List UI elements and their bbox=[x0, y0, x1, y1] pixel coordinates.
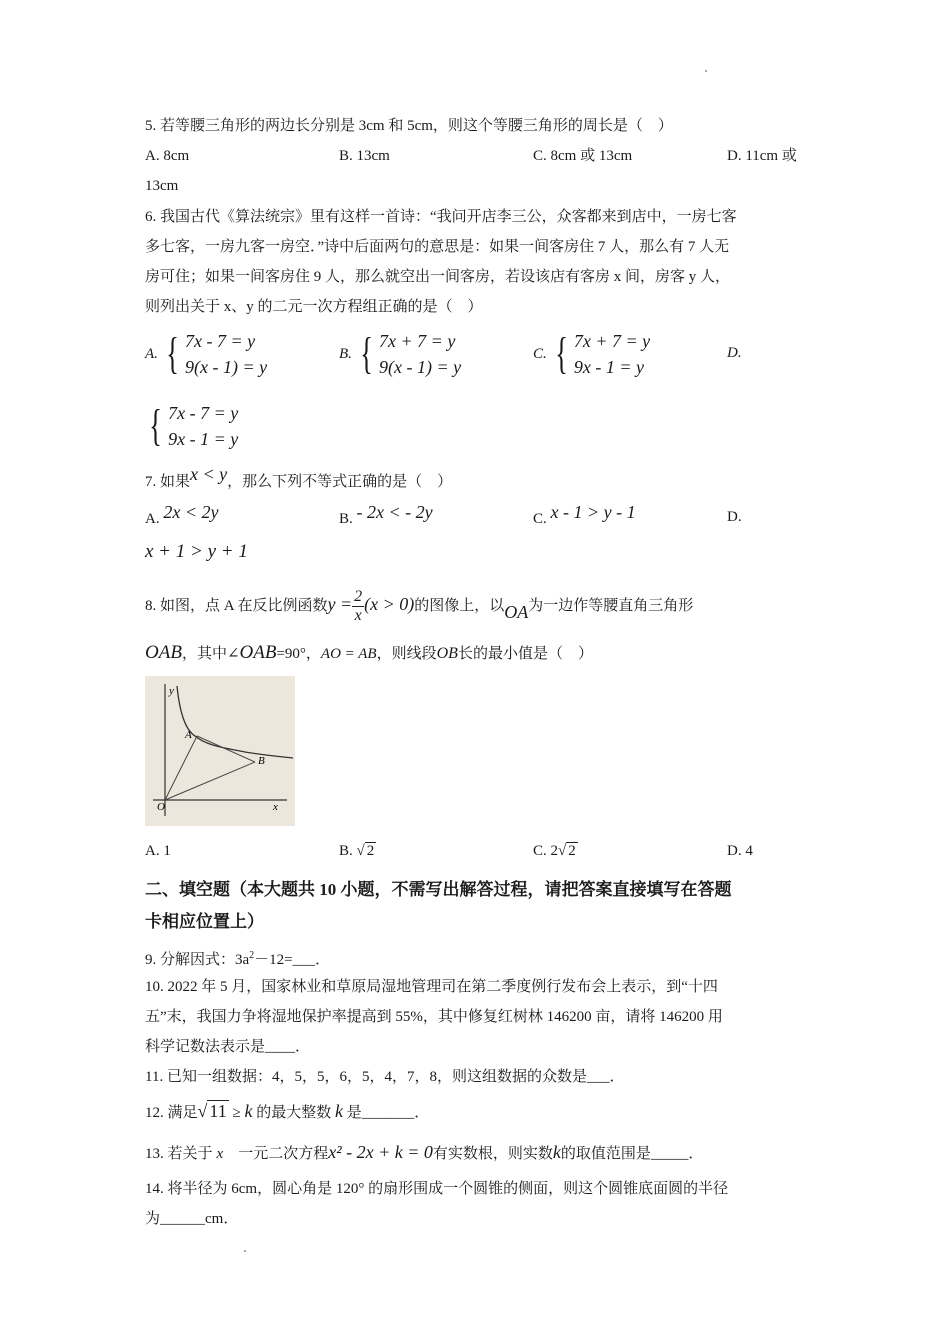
q6-option-b bbox=[339, 328, 461, 380]
q7-b-label: B. bbox=[339, 511, 353, 527]
q12-k: k bbox=[244, 1101, 253, 1121]
q8-y-eq: y = bbox=[327, 594, 353, 614]
sqrt-icon: √ bbox=[558, 843, 567, 859]
brace-icon: { bbox=[149, 401, 162, 450]
q7-d-expr: x + 1 > y + 1 bbox=[145, 541, 248, 562]
q6-line2: 多七客，一房九客一房空．”诗中后面两句的意思是：如果一间客房住 7 人，那么有 7 人无 bbox=[145, 239, 730, 255]
q10-line3: 科学记数法表示是____． bbox=[145, 1039, 311, 1055]
sqrt-icon: √ bbox=[197, 1101, 208, 1121]
brace-icon: { bbox=[166, 329, 179, 378]
q13-pre: 13. 若关于 bbox=[145, 1146, 213, 1162]
q6-option-c bbox=[533, 328, 650, 380]
q9-post: －12=___． bbox=[254, 952, 331, 968]
q8-post: 为一边作等腰直角三角形 bbox=[528, 598, 694, 614]
segment-oa bbox=[165, 736, 197, 800]
q7-a-label: A. bbox=[145, 511, 160, 527]
q5-option-d-cont: 13cm bbox=[145, 178, 179, 194]
q7-stem-post: ，那么下列不等式正确的是（ ） bbox=[227, 474, 453, 490]
q13 bbox=[145, 1137, 703, 1169]
q9-sup: 2 bbox=[249, 950, 255, 961]
q8-oab: OAB bbox=[145, 642, 182, 663]
q14-line2: 为______cm． bbox=[145, 1211, 239, 1227]
q6-c-eq1: 7x + 7 = y bbox=[573, 331, 651, 351]
q9-pre: 9. 分解因式：3a bbox=[145, 952, 250, 968]
q13-eq: x² - 2x + k = 0 bbox=[328, 1142, 433, 1162]
q10-line2: 五”末，我国力争将湿地保护率提高到 55%，其中修复红树林 146200 亩，请将 146200 用 bbox=[145, 1009, 723, 1025]
sqrt-icon: √ bbox=[356, 843, 365, 859]
q6-c-eq2: 9x - 1 = y bbox=[573, 357, 645, 377]
q6-d-eq1: 7x - 7 = y bbox=[168, 403, 239, 423]
fig-label-o: O bbox=[157, 801, 165, 813]
q8-ao-ab: AO = AB bbox=[320, 646, 377, 662]
q13-mid: 一元二次方程 bbox=[223, 1146, 329, 1162]
q5-stem: 5. 若等腰三角形的两边长分别是 3cm 和 5cm，则这个等腰三角形的周长是（ ） bbox=[145, 118, 673, 134]
q8-figure bbox=[145, 676, 295, 826]
q7-stem bbox=[145, 465, 452, 497]
q6-c-label: C. bbox=[533, 345, 547, 362]
q10-line1: 10. 2022 年 5 月，国家林业和草原局湿地管理司在第二季度例行发布会上表示，到“十四 bbox=[145, 979, 718, 995]
q7-option-a bbox=[145, 502, 218, 534]
q5-option-c: C. 8cm 或 13cm bbox=[533, 148, 633, 164]
q6-d-eq2: 9x - 1 = y bbox=[168, 429, 239, 449]
q6-line1: 6. 我国古代《算法统宗》里有这样一首诗：“我问开店李三公，众客都来到店中，一房七客 bbox=[145, 209, 737, 225]
q8-pre: 8. 如图，点 A 在反比例函数 bbox=[145, 598, 328, 614]
q8-b-radicand: 2 bbox=[366, 843, 375, 859]
q12 bbox=[145, 1096, 429, 1128]
q8-stem-line2 bbox=[145, 638, 593, 669]
q11: 11. 已知一组数据：4，5，5，6，5，4，7，8，则这组数据的众数是___． bbox=[145, 1069, 625, 1085]
q6-a-label: A. bbox=[145, 345, 158, 362]
q6-line3: 房可住；如果一间客房住 9 人，那么就空出一间客房，若设该店有客房 x 间，房客 y 人， bbox=[145, 269, 731, 285]
q6-option-a bbox=[145, 328, 267, 380]
q6-d-label: D. bbox=[727, 345, 742, 361]
q7-option-c bbox=[533, 502, 636, 534]
brace-icon: { bbox=[360, 329, 373, 378]
q8-ob: OB bbox=[436, 645, 458, 662]
q7-stem-math: x < y bbox=[190, 464, 228, 484]
q12-post1: 的最大整数 bbox=[252, 1105, 335, 1121]
q8-angle: OAB bbox=[239, 642, 277, 663]
q13-post: 有实数根，则实数 bbox=[432, 1146, 553, 1162]
q8-option-c bbox=[533, 836, 578, 866]
q13-x: x bbox=[216, 1146, 224, 1162]
scan-dot-bottom bbox=[244, 1250, 246, 1252]
q6-a-eq1: 7x - 7 = y bbox=[185, 331, 256, 351]
q8-option-d: D. 4 bbox=[727, 843, 753, 859]
q8-l2-a: ，其中∠ bbox=[181, 646, 240, 662]
q8-l2-b: =90°， bbox=[276, 646, 321, 662]
brace-icon: { bbox=[554, 329, 568, 378]
q8-mid: 的图像上，以 bbox=[414, 598, 505, 614]
q13-k: k bbox=[552, 1142, 561, 1162]
q8-c-label: C. 2 bbox=[533, 843, 559, 859]
segment-ob bbox=[165, 762, 255, 800]
q9 bbox=[145, 941, 330, 975]
q8-oa: OA bbox=[504, 602, 529, 622]
q12-radicand: 11 bbox=[209, 1101, 227, 1121]
q8-l2-d: 长的最小值是（ ） bbox=[457, 646, 593, 662]
q6-a-eq2: 9(x - 1) = y bbox=[185, 357, 268, 377]
q8-stem-line1 bbox=[145, 576, 693, 634]
hyperbola-curve bbox=[177, 686, 293, 758]
q7-a-expr: 2x < 2y bbox=[163, 502, 219, 522]
q7-c-expr: x - 1 > y - 1 bbox=[550, 502, 636, 522]
q7-option-b bbox=[339, 502, 433, 534]
q8-c-radicand: 2 bbox=[568, 843, 576, 859]
segment-ab bbox=[197, 736, 255, 762]
q7-stem-pre: 7. 如果 bbox=[145, 474, 191, 490]
q7-d-label: D. bbox=[727, 509, 742, 525]
q12-mid: ≥ bbox=[228, 1105, 245, 1121]
q8-cond: (x > 0) bbox=[364, 594, 415, 614]
q12-k2: k bbox=[335, 1101, 343, 1121]
q8-b-sqrt bbox=[357, 836, 377, 866]
fig-label-b: B bbox=[258, 755, 265, 767]
q6-b-eq2: 9(x - 1) = y bbox=[379, 357, 462, 377]
q5-option-b: B. 13cm bbox=[339, 148, 390, 164]
q6-b-label: B. bbox=[339, 345, 352, 362]
fig-label-a: A bbox=[185, 729, 192, 741]
q8-frac-den: x bbox=[354, 607, 362, 625]
q6-b-eq1: 7x + 7 = y bbox=[379, 331, 456, 351]
q6-option-d bbox=[145, 400, 238, 452]
fig-label-y: y bbox=[169, 685, 174, 697]
q8-option-b bbox=[339, 836, 376, 866]
q8-l2-c: ，则线段 bbox=[376, 646, 437, 662]
scan-dot-top bbox=[705, 70, 707, 72]
q5-option-a: A. 8cm bbox=[145, 148, 190, 164]
q8-c-sqrt bbox=[558, 836, 578, 866]
q8-graph bbox=[145, 676, 295, 826]
q5-option-d: D. 11cm 或 bbox=[727, 148, 797, 164]
q12-pre: 12. 满足 bbox=[145, 1105, 198, 1121]
q7-b-expr: - 2x < - 2y bbox=[356, 502, 433, 522]
q8-b-label: B. bbox=[339, 843, 353, 859]
q6-line4: 则列出关于 x、y 的二元一次方程组正确的是（ ） bbox=[145, 299, 483, 315]
q12-sqrt bbox=[198, 1096, 229, 1126]
q8-fraction bbox=[352, 588, 364, 625]
section2-heading-line2: 卡相应位置上） bbox=[145, 912, 264, 931]
q14-line1: 14. 将半径为 6cm，圆心角是 120° 的扇形围成一个圆锥的侧面，则这个圆锥底面圆的半径 bbox=[145, 1181, 729, 1197]
q8-frac-num: 2 bbox=[354, 588, 363, 606]
q13-post2: 的取值范围是_____． bbox=[560, 1146, 704, 1162]
fig-label-x: x bbox=[273, 801, 278, 813]
q8-option-a: A. 1 bbox=[145, 843, 171, 859]
q12-post2: 是_______． bbox=[343, 1105, 430, 1121]
q7-c-label: C. bbox=[533, 511, 547, 527]
section2-heading-line1: 二、填空题（本大题共 10 小题，不需写出解答过程，请把答案直接填写在答题 bbox=[145, 880, 732, 899]
